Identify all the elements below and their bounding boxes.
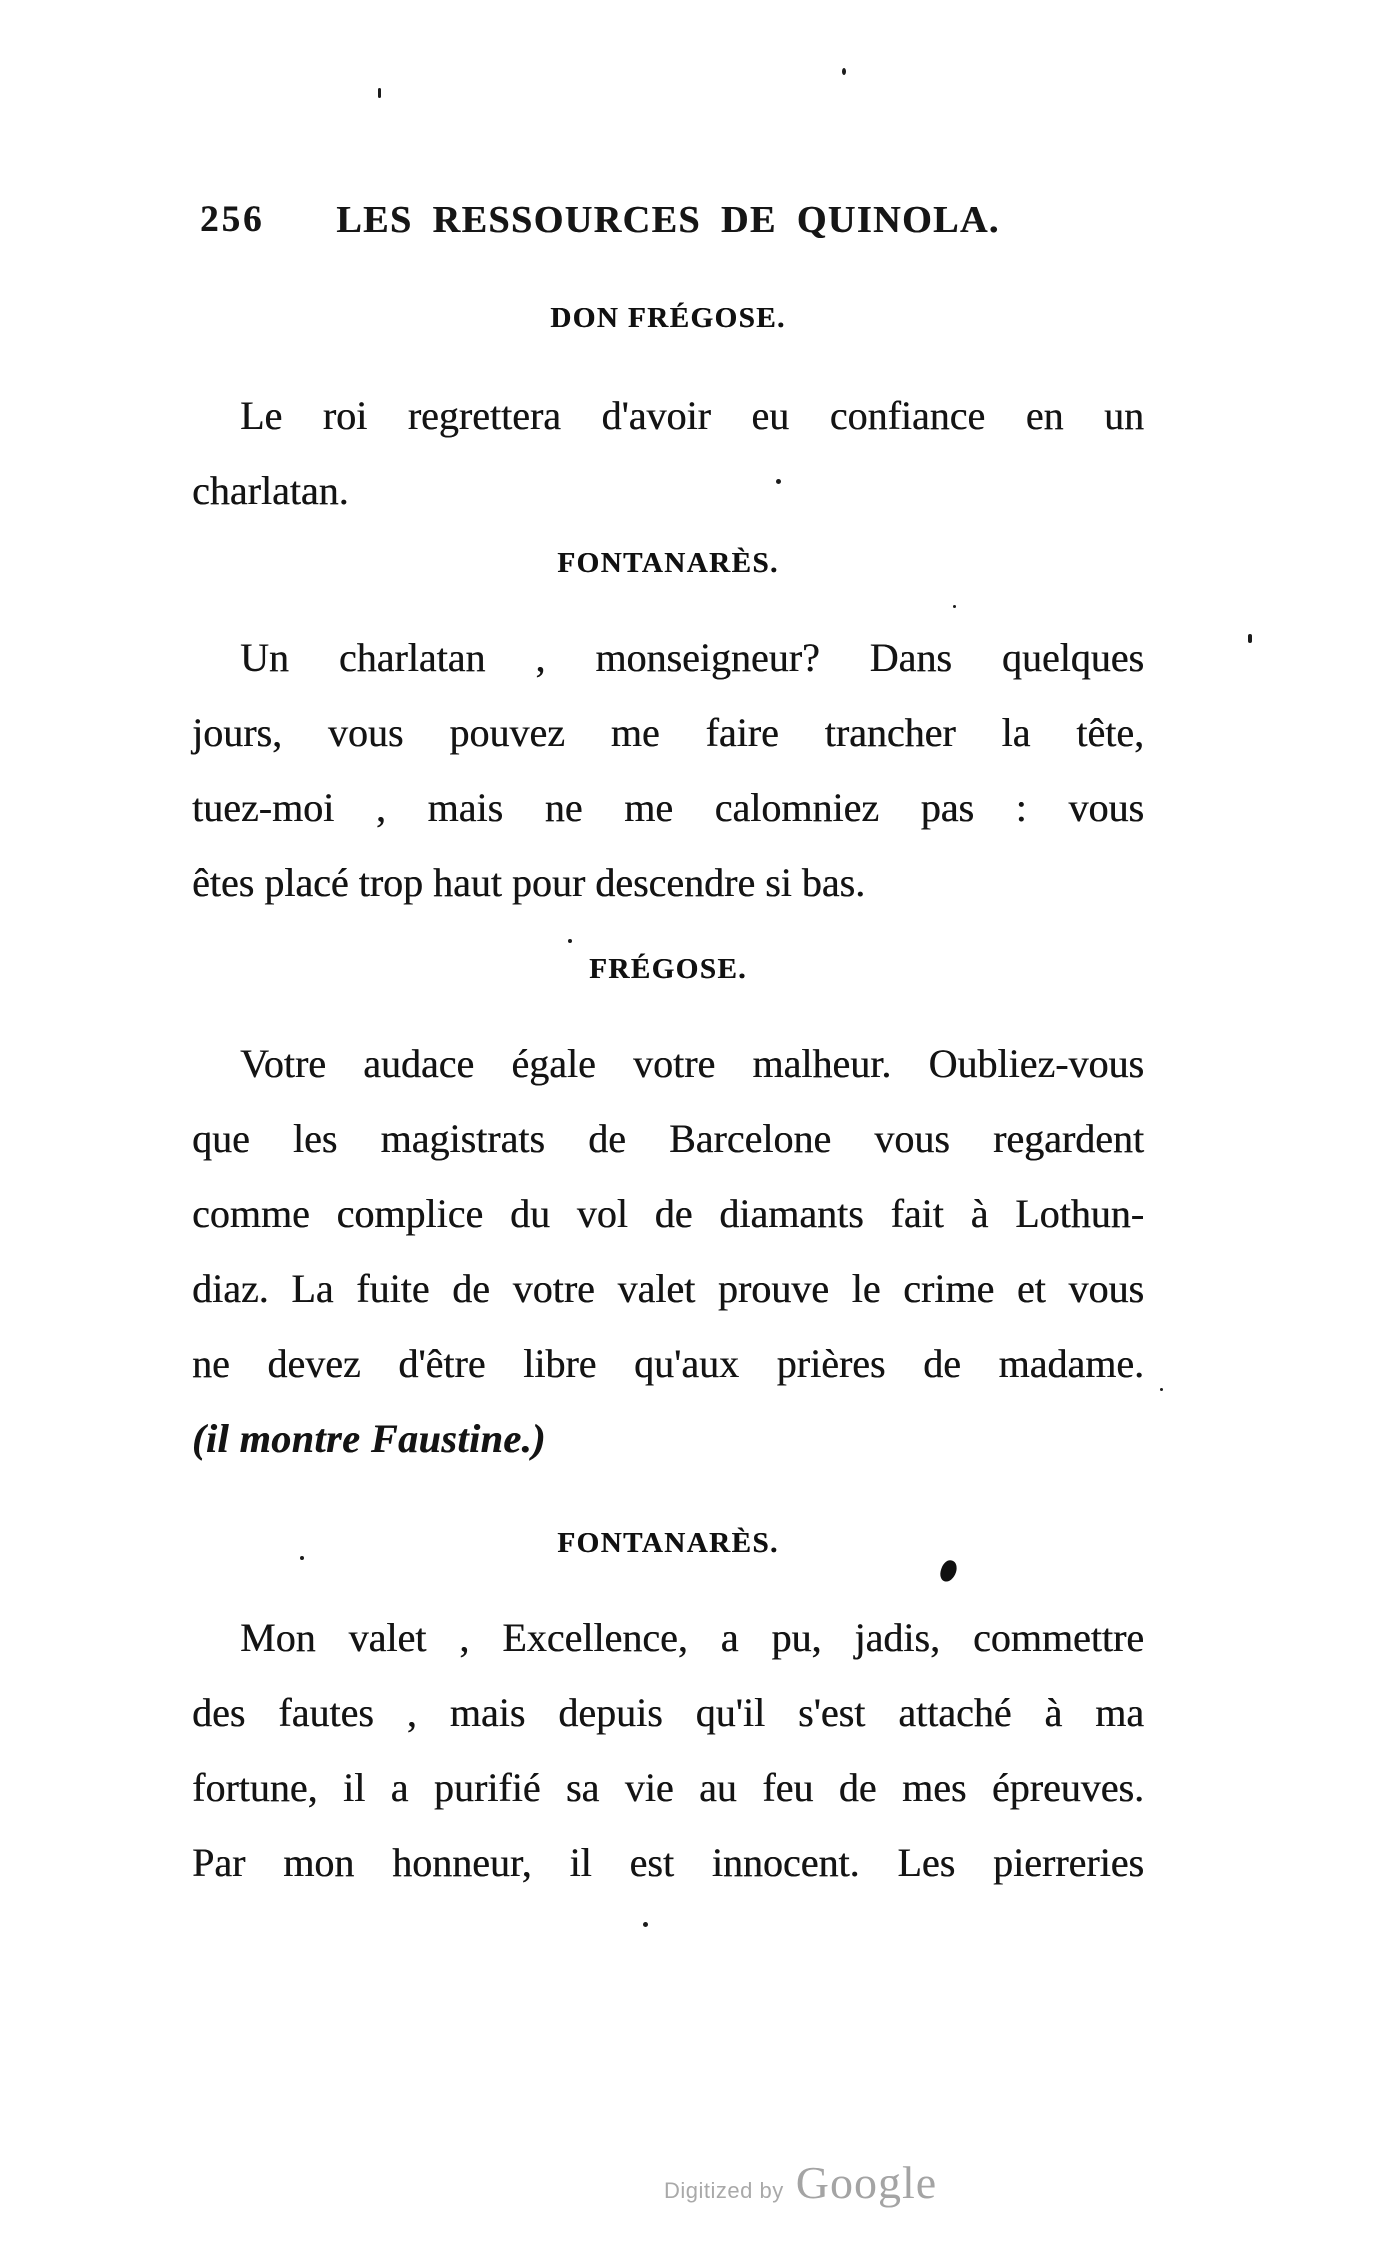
dialogue-line: jours, vous pouvez me faire trancher la tête, [192,710,1144,755]
dialogue-paragraph [192,1600,1144,1900]
scan-speckle [378,88,381,98]
speaker-heading-fregose: FRÉGOSE. [589,953,747,985]
page-number: 256 [200,199,265,240]
scan-speckle [776,479,781,484]
dialogue-line: que les magistrats de Barcelone vous regardent [192,1116,1144,1161]
scan-speckle [1248,634,1252,643]
dialogue-line: Votre audace égale votre malheur. Oubliez-vous [240,1041,1144,1086]
dialogue-line: Un charlatan , monseigneur? Dans quelques [240,635,1144,680]
running-header [192,198,1144,248]
dialogue-line: Par mon honneur, il est innocent. Les pierreries [192,1840,1144,1885]
scan-speckle [568,939,572,943]
dialogue-line: diaz. La fuite de votre valet prouve le crime et vous [192,1266,1144,1311]
dialogue-line: Mon valet , Excellence, a pu, jadis, commettre [240,1615,1144,1660]
dialogue-line: fortune, il a purifié sa vie au feu de mes épreuves. [192,1765,1144,1810]
dialogue-line: comme complice du vol de diamants fait à Lothun- [192,1191,1144,1236]
scan-speckle [842,68,846,75]
scan-speckle [300,1556,304,1560]
dialogue-line: Le roi regrettera d'avoir eu confiance en un [240,393,1144,438]
dialogue-paragraph [192,1026,1144,1476]
speaker-heading-don-fregose: DON FRÉGOSE. [550,302,786,334]
scan-speckle [643,1922,648,1927]
google-watermark [664,2156,1144,2226]
dialogue-line: ne devez d'être libre qu'aux prières de madame. [192,1341,1144,1386]
dialogue-line: êtes placé trop haut pour descendre si bas. [192,860,866,905]
dialogue-line: tuez-moi , mais ne me calomniez pas : vous [192,785,1144,830]
scan-speckle [1160,1388,1163,1391]
dialogue-line: charlatan. [192,468,349,513]
speaker-heading-fontanares-2: FONTANARÈS. [557,1527,779,1559]
speaker-heading-fontanares: FONTANARÈS. [557,547,779,579]
ink-blot [938,1558,959,1584]
stage-direction: (il montre Faustine.) [192,1416,546,1461]
scan-speckle [953,605,956,608]
digitized-by-label: Digitized by [664,2178,784,2203]
dialogue-paragraph [192,378,1144,528]
running-title: LES RESSOURCES DE QUINOLA. [336,199,1000,241]
dialogue-paragraph [192,620,1144,920]
google-logo: Google [795,2157,938,2208]
dialogue-line: des fautes , mais depuis qu'il s'est attaché à ma [192,1690,1144,1735]
